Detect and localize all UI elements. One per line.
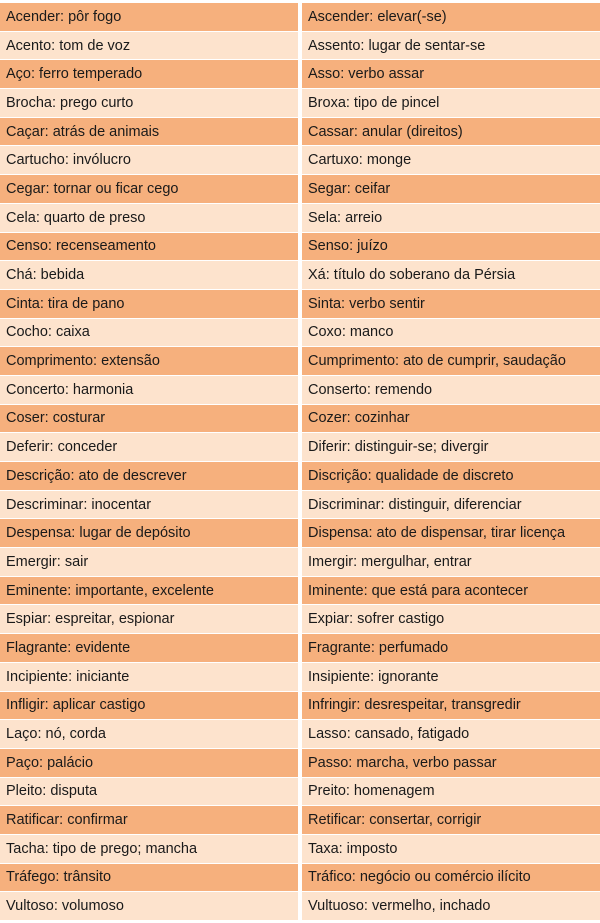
word-cell-right: Broxa: tipo de pincel bbox=[302, 88, 600, 117]
word-cell-left: Eminente: importante, excelente bbox=[0, 576, 298, 605]
word-cell-right: Taxa: imposto bbox=[302, 834, 600, 863]
word-cell-right: Sela: arreio bbox=[302, 203, 600, 232]
word-cell-left: Espiar: espreitar, espionar bbox=[0, 604, 298, 633]
word-cell-right: Retificar: consertar, corrigir bbox=[302, 805, 600, 834]
word-cell-left: Cinta: tira de pano bbox=[0, 289, 298, 318]
word-cell-right: Tráfico: negócio ou comércio ilícito bbox=[302, 863, 600, 892]
word-cell-left: Coser: costurar bbox=[0, 404, 298, 433]
word-cell-right: Passo: marcha, verbo passar bbox=[302, 748, 600, 777]
word-cell-right: Insipiente: ignorante bbox=[302, 662, 600, 691]
word-cell-left: Concerto: harmonia bbox=[0, 375, 298, 404]
word-cell-left: Censo: recenseamento bbox=[0, 232, 298, 261]
word-cell-left: Incipiente: iniciante bbox=[0, 662, 298, 691]
word-cell-left: Cocho: caixa bbox=[0, 318, 298, 347]
word-cell-right: Vultuoso: vermelho, inchado bbox=[302, 891, 600, 920]
word-cell-right: Discriminar: distinguir, diferenciar bbox=[302, 490, 600, 519]
word-cell-right: Expiar: sofrer castigo bbox=[302, 604, 600, 633]
word-cell-right: Discrição: qualidade de discreto bbox=[302, 461, 600, 490]
word-cell-right: Sinta: verbo sentir bbox=[302, 289, 600, 318]
word-cell-left: Cela: quarto de preso bbox=[0, 203, 298, 232]
word-cell-right: Senso: juízo bbox=[302, 232, 600, 261]
word-cell-right: Cartuxo: monge bbox=[302, 145, 600, 174]
word-cell-right: Fragrante: perfumado bbox=[302, 633, 600, 662]
word-cell-left: Infligir: aplicar castigo bbox=[0, 691, 298, 720]
word-cell-left: Cegar: tornar ou ficar cego bbox=[0, 174, 298, 203]
word-cell-left: Pleito: disputa bbox=[0, 777, 298, 806]
word-cell-right: Segar: ceifar bbox=[302, 174, 600, 203]
word-cell-right: Conserto: remendo bbox=[302, 375, 600, 404]
word-cell-right: Iminente: que está para acontecer bbox=[302, 576, 600, 605]
word-cell-right: Assento: lugar de sentar-se bbox=[302, 31, 600, 60]
word-cell-left: Flagrante: evidente bbox=[0, 633, 298, 662]
word-cell-left: Aço: ferro temperado bbox=[0, 59, 298, 88]
word-cell-left: Paço: palácio bbox=[0, 748, 298, 777]
word-cell-right: Coxo: manco bbox=[302, 318, 600, 347]
word-cell-right: Xá: título do soberano da Pérsia bbox=[302, 260, 600, 289]
word-cell-left: Brocha: prego curto bbox=[0, 88, 298, 117]
word-cell-right: Imergir: mergulhar, entrar bbox=[302, 547, 600, 576]
word-cell-left: Emergir: sair bbox=[0, 547, 298, 576]
word-cell-left: Vultoso: volumoso bbox=[0, 891, 298, 920]
word-cell-left: Ratificar: confirmar bbox=[0, 805, 298, 834]
word-cell-left: Caçar: atrás de animais bbox=[0, 117, 298, 146]
word-cell-left: Chá: bebida bbox=[0, 260, 298, 289]
word-cell-left: Acender: pôr fogo bbox=[0, 2, 298, 31]
word-cell-right: Diferir: distinguir-se; divergir bbox=[302, 432, 600, 461]
word-cell-right: Cumprimento: ato de cumprir, saudação bbox=[302, 346, 600, 375]
word-cell-left: Despensa: lugar de depósito bbox=[0, 518, 298, 547]
word-cell-right: Cassar: anular (direitos) bbox=[302, 117, 600, 146]
word-cell-right: Lasso: cansado, fatigado bbox=[302, 719, 600, 748]
word-cell-left: Tráfego: trânsito bbox=[0, 863, 298, 892]
word-cell-left: Acento: tom de voz bbox=[0, 31, 298, 60]
word-cell-right: Cozer: cozinhar bbox=[302, 404, 600, 433]
word-cell-left: Descrição: ato de descrever bbox=[0, 461, 298, 490]
word-cell-left: Comprimento: extensão bbox=[0, 346, 298, 375]
word-cell-right: Preito: homenagem bbox=[302, 777, 600, 806]
word-cell-right: Asso: verbo assar bbox=[302, 59, 600, 88]
word-cell-left: Tacha: tipo de prego; mancha bbox=[0, 834, 298, 863]
word-cell-right: Dispensa: ato de dispensar, tirar licença bbox=[302, 518, 600, 547]
word-cell-left: Descriminar: inocentar bbox=[0, 490, 298, 519]
word-cell-right: Infringir: desrespeitar, transgredir bbox=[302, 691, 600, 720]
word-cell-left: Laço: nó, corda bbox=[0, 719, 298, 748]
word-cell-left: Cartucho: invólucro bbox=[0, 145, 298, 174]
word-cell-right: Ascender: elevar(-se) bbox=[302, 2, 600, 31]
word-cell-left: Deferir: conceder bbox=[0, 432, 298, 461]
